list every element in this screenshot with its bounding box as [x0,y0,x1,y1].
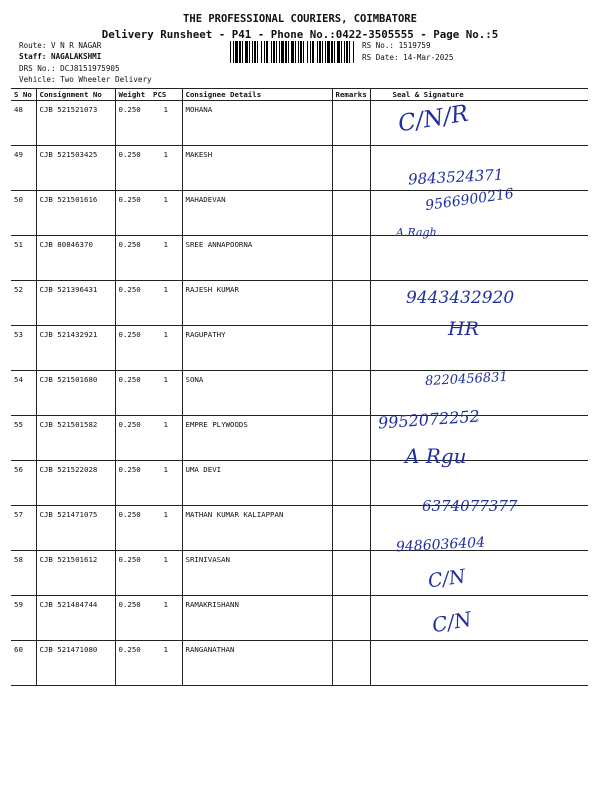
row-sno: 58 [11,551,36,596]
row-signature-cell [370,551,588,596]
row-remarks [332,371,370,416]
row-sno: 55 [11,416,36,461]
row-weight: 0.250 [115,101,150,146]
col-remarks: Remarks [332,89,370,101]
col-sno: S No [11,89,36,101]
row-sno: 59 [11,596,36,641]
row-weight: 0.250 [115,281,150,326]
row-pcs: 1 [150,281,182,326]
col-consignment: Consignment No [36,89,115,101]
row-pcs: 1 [150,236,182,281]
runsheet-table [11,88,588,686]
row-remarks [332,236,370,281]
route-label: Route: V N R NAGAR [19,41,102,50]
row-pcs: 1 [150,326,182,371]
row-remarks [332,461,370,506]
table-row [11,281,588,326]
row-consignment-no: CJB 521432921 [36,326,115,371]
row-signature-cell [370,506,588,551]
row-consignee: RAJESH KUMAR [182,281,332,326]
table-row [11,146,588,191]
signature-56: A Rgu [405,444,467,468]
row-weight: 0.250 [115,146,150,191]
row-consignee: RANGANATHAN [182,641,332,686]
row-pcs: 1 [150,191,182,236]
col-seal: Seal & Signature [370,89,588,101]
row-pcs: 1 [150,641,182,686]
row-weight: 0.250 [115,236,150,281]
row-weight: 0.250 [115,596,150,641]
row-consignee: MATHAN KUMAR KALIAPPAN [182,506,332,551]
row-consignee: RAMAKRISHANN [182,596,332,641]
row-sno: 57 [11,506,36,551]
row-consignment-no: CJB 521396431 [36,281,115,326]
table-row [11,641,588,686]
row-remarks [332,596,370,641]
row-sno: 48 [11,101,36,146]
table-row [11,101,588,146]
row-consignee: MAKESH [182,146,332,191]
col-pcs: PCS [150,89,182,101]
row-weight: 0.250 [115,551,150,596]
row-consignment-no: CJB 521484744 [36,596,115,641]
row-pcs: 1 [150,371,182,416]
row-remarks [332,281,370,326]
row-signature-cell [370,146,588,191]
row-weight: 0.250 [115,326,150,371]
row-consignee: EMPRE PLYWOODS [182,416,332,461]
row-consignee: MOHANA [182,101,332,146]
row-signature-cell [370,371,588,416]
signature-54: 8220456831 [424,369,509,390]
drs-label: DRS No.: DCJ8151975905 [19,64,120,73]
row-pcs: 1 [150,506,182,551]
signature-53a: 9443432920 [406,288,515,308]
row-weight: 0.250 [115,371,150,416]
col-consignee: Consignee Details [182,89,332,101]
row-consignment-no: CJB 521501616 [36,191,115,236]
table-row [11,506,588,551]
row-sno: 49 [11,146,36,191]
row-sno: 60 [11,641,36,686]
table-row [11,551,588,596]
signature-55: 9952072252 [377,406,481,433]
row-weight: 0.250 [115,416,150,461]
row-weight: 0.250 [115,506,150,551]
row-weight: 0.250 [115,641,150,686]
row-remarks [332,416,370,461]
row-remarks [332,326,370,371]
rs-no-label: RS No.: 1519759 [362,41,431,50]
staff-label: Staff: NAGALAKSHMI [19,52,102,61]
table-row [11,371,588,416]
signature-57: 6374077377 [422,497,518,515]
col-weight: Weight [115,89,150,101]
row-pcs: 1 [150,146,182,191]
row-consignment-no: CJB 521471075 [36,506,115,551]
row-sno: 50 [11,191,36,236]
signature-59: C/N [426,565,467,593]
signature-58: 9486036404 [395,534,486,556]
row-consignee: RAGUPATHY [182,326,332,371]
row-weight: 0.250 [115,461,150,506]
signature-60: C/N [430,606,474,638]
table-row [11,416,588,461]
row-remarks [332,551,370,596]
table-row [11,236,588,281]
table-row [11,596,588,641]
table-row [11,326,588,371]
row-consignment-no: CJB 521501612 [36,551,115,596]
title-runsheet: Delivery Runsheet - P41 - Phone No.:0422-3505555 - Page No.:5 [101,28,499,41]
signature-53b: HR [448,318,479,340]
row-pcs: 1 [150,416,182,461]
row-remarks [332,641,370,686]
barcode [230,41,356,63]
row-weight: 0.250 [115,191,150,236]
row-signature-cell [370,191,588,236]
row-consignee: SRINIVASAN [182,551,332,596]
row-pcs: 1 [150,101,182,146]
signature-49: 9843524371 [407,165,504,189]
vehicle-label: Vehicle: Two Wheeler Delivery [19,75,152,84]
row-remarks [332,146,370,191]
row-pcs: 1 [150,461,182,506]
row-consignment-no: CJB 521521073 [36,101,115,146]
row-signature-cell [370,281,588,326]
table-row [11,461,588,506]
row-sno: 51 [11,236,36,281]
row-consignment-no: CJB 521503425 [36,146,115,191]
row-consignment-no: CJB 80846370 [36,236,115,281]
signature-51: A.Ragh [396,226,437,239]
row-sno: 53 [11,326,36,371]
row-consignee: SONA [182,371,332,416]
row-consignee: MAHADEVAN [182,191,332,236]
row-signature-cell [370,596,588,641]
row-consignment-no: CJB 521501680 [36,371,115,416]
row-remarks [332,506,370,551]
row-pcs: 1 [150,596,182,641]
row-sno: 52 [11,281,36,326]
row-consignment-no: CJB 521501582 [36,416,115,461]
row-signature-cell [370,236,588,281]
signature-48: C/N/R [396,100,471,138]
row-remarks [332,191,370,236]
rs-date-label: RS Date: 14-Mar-2025 [362,53,454,62]
row-sno: 56 [11,461,36,506]
row-signature-cell [370,416,588,461]
row-signature-cell [370,461,588,506]
table-header-row [11,89,588,101]
row-signature-cell [370,101,588,146]
table-row [11,191,588,236]
row-consignment-no: CJB 521522028 [36,461,115,506]
row-consignee: SREE ANNAPOORNA [182,236,332,281]
row-consignment-no: CJB 521471080 [36,641,115,686]
title-company: THE PROFESSIONAL COURIERS, COIMBATORE [183,13,417,25]
row-signature-cell [370,326,588,371]
row-consignee: UMA DEVI [182,461,332,506]
row-remarks [332,101,370,146]
signature-50: 9566900216 [424,185,515,215]
row-pcs: 1 [150,551,182,596]
row-sno: 54 [11,371,36,416]
row-signature-cell [370,641,588,686]
